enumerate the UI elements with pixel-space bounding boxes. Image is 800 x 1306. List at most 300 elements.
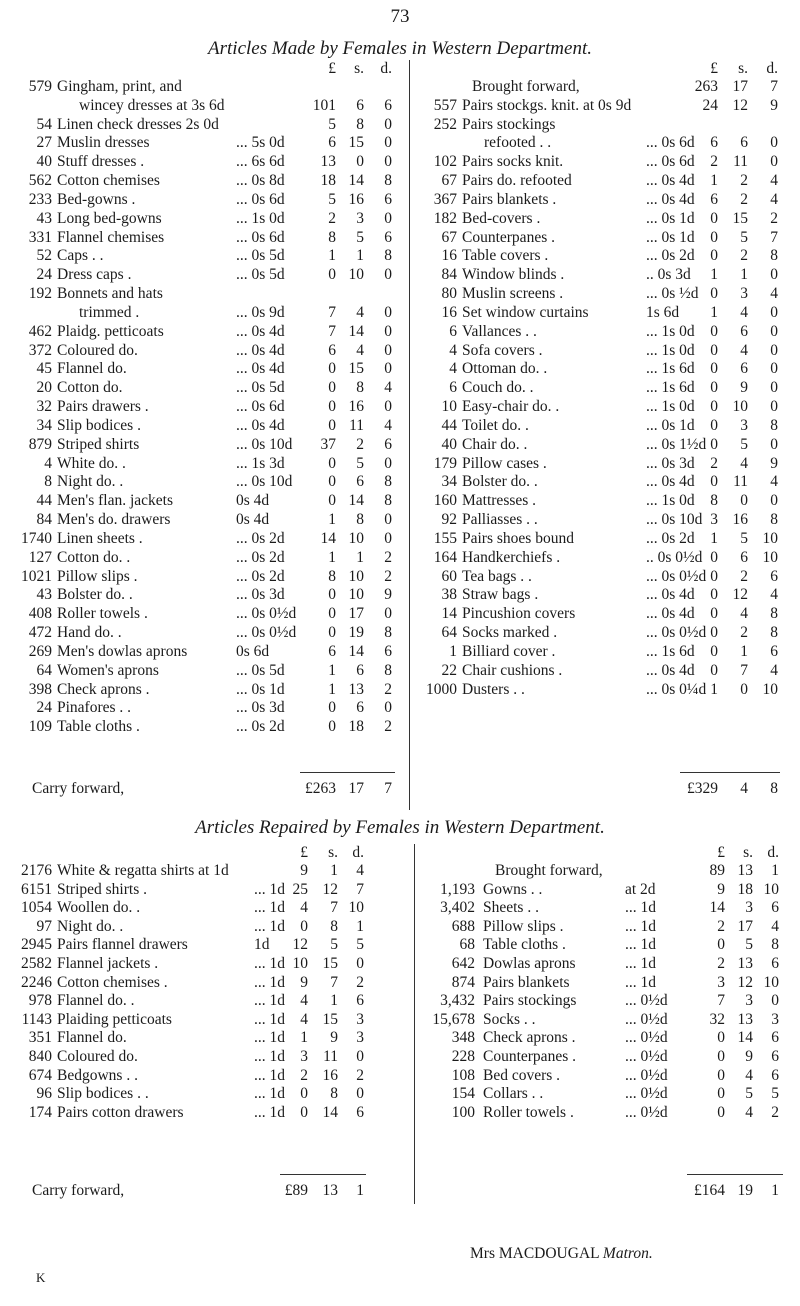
pence-cell: 8 <box>770 416 778 434</box>
pence-cell: 6 <box>770 642 778 660</box>
shillings-cell: 16 <box>348 398 364 416</box>
header-shillings: s. <box>743 844 753 861</box>
rate-cell: ... 0s 3d <box>236 699 285 717</box>
pence-cell: 0 <box>384 454 392 472</box>
pounds-cell: 0 <box>328 586 336 604</box>
rate-cell: ... 1s 0d <box>646 492 695 510</box>
quantity-cell: 174 <box>28 1103 52 1121</box>
quantity-cell: 109 <box>28 718 52 736</box>
shillings-cell: 6 <box>740 360 748 378</box>
shillings-cell: 1 <box>330 992 338 1010</box>
item-cell: Women's aprons <box>57 661 159 679</box>
pence-cell: 6 <box>771 1029 779 1047</box>
item-cell: Pairs stockings <box>483 992 577 1010</box>
header-shillings: s. <box>354 60 364 77</box>
pounds-cell: 2 <box>710 454 718 472</box>
item-cell: Window blinds . <box>462 266 565 284</box>
item-cell: Flannel do. <box>57 360 127 378</box>
table-row <box>0 899 414 918</box>
quantity-cell: 879 <box>28 435 52 453</box>
shillings-cell: 9 <box>740 379 748 397</box>
shillings-cell: 12 <box>732 96 748 114</box>
rate-cell: ... 0s 4d <box>646 586 695 604</box>
table-row <box>410 229 800 248</box>
quantity-cell: 398 <box>28 680 52 698</box>
rate-cell: ... 1s 6d <box>646 360 695 378</box>
table-row <box>0 116 410 135</box>
item-cell: Bed-covers . <box>462 209 541 227</box>
section2-left-column <box>0 844 414 1199</box>
rate-cell: ... 0s 4d <box>646 605 695 623</box>
table-row <box>410 323 800 342</box>
pounds-cell: 2 <box>717 917 725 935</box>
pounds-cell: 0 <box>328 624 336 642</box>
total-s: 13 <box>322 1182 338 1199</box>
quantity-cell: 642 <box>451 954 475 972</box>
pence-cell: 0 <box>384 605 392 623</box>
pounds-cell: 89 <box>709 862 725 879</box>
pence-cell: 3 <box>771 1010 779 1028</box>
quantity-cell: 64 <box>36 661 52 679</box>
item-cell: Toilet do. . <box>462 416 529 434</box>
rate-cell: ... 0s 4d <box>646 661 695 679</box>
quantity-cell: 160 <box>433 492 457 510</box>
pence-cell: 0 <box>771 992 779 1010</box>
pence-cell: 4 <box>770 473 778 491</box>
pence-cell: 0 <box>384 209 392 227</box>
shillings-cell: 14 <box>348 642 364 660</box>
quantity-cell: 2582 <box>21 954 52 972</box>
quantity-cell: 8 <box>44 473 52 491</box>
item-cell: Ottoman do. . <box>462 360 548 378</box>
shillings-cell: 4 <box>356 341 364 359</box>
quantity-cell: 155 <box>433 529 457 547</box>
pounds-cell: 5 <box>328 115 336 133</box>
pence-cell: 0 <box>384 360 392 378</box>
quantity-cell: 24 <box>36 699 52 717</box>
item-cell: White do. . <box>57 454 126 472</box>
pounds-cell: 0 <box>328 492 336 510</box>
sum-rule <box>280 1174 366 1175</box>
pence-cell: 6 <box>384 642 392 660</box>
table-row <box>0 1067 414 1086</box>
table-row <box>0 1085 414 1104</box>
rate-cell: ... 1s 0d <box>646 398 695 416</box>
pence-cell: 2 <box>384 680 392 698</box>
quantity-cell: 874 <box>451 973 475 991</box>
item-cell: Counterpanes . <box>483 1047 576 1065</box>
shillings-cell: 8 <box>356 379 364 397</box>
quantity-cell: 10 <box>441 398 457 416</box>
pence-cell: 2 <box>384 548 392 566</box>
shillings-cell: 4 <box>740 454 748 472</box>
column-header <box>410 60 800 78</box>
total-l: £263 <box>305 780 336 797</box>
quantity-cell: 351 <box>28 1029 52 1047</box>
item-cell: Cotton chemises . <box>57 973 168 991</box>
pence-cell: 6 <box>356 1103 364 1121</box>
pence-cell: 8 <box>771 936 779 954</box>
item-cell: Brought forward, <box>495 862 603 879</box>
total-d: 1 <box>771 1182 779 1199</box>
quantity-cell: 67 <box>441 172 457 190</box>
pounds-cell: 0 <box>710 209 718 227</box>
pence-cell: 10 <box>348 899 364 917</box>
pence-cell: 8 <box>770 605 778 623</box>
item-cell: Brought forward, <box>472 78 580 95</box>
rate-cell: ... 1s 6d <box>646 642 695 660</box>
table-row <box>410 210 800 229</box>
header-shillings: s. <box>738 60 748 77</box>
shillings-cell: 18 <box>737 880 753 898</box>
quantity-cell: 164 <box>433 548 457 566</box>
item-cell: Flannel chemises <box>57 228 165 246</box>
rate-cell: at 2d <box>625 880 656 898</box>
table-row <box>0 662 410 681</box>
table-row <box>0 530 410 549</box>
item-cell: Plaidg. petticoats <box>57 322 164 340</box>
pounds-cell: 1 <box>328 680 336 698</box>
pounds-cell: 263 <box>694 78 718 95</box>
pence-cell: 6 <box>771 899 779 917</box>
pence-cell: 4 <box>770 661 778 679</box>
item-cell: Gingham, print, and <box>57 78 182 95</box>
rate-cell: ... 0s 0½d <box>646 624 707 642</box>
rate-cell: ... 0s 0½d <box>236 624 297 642</box>
rate-cell: ... 0s 2d <box>236 529 285 547</box>
table-row <box>410 78 800 97</box>
rate-cell: ... 0s 0½d <box>646 567 707 585</box>
pence-cell: 0 <box>384 529 392 547</box>
rate-cell: ... 0s 3d <box>236 586 285 604</box>
section2-title: Articles Repaired by Females in Western Department. <box>195 817 605 838</box>
item-cell: Striped shirts <box>57 435 140 453</box>
table-row <box>0 285 410 304</box>
rate-cell: ... 0s 6d <box>236 190 285 208</box>
shillings-cell: 8 <box>356 115 364 133</box>
pounds-cell: 4 <box>300 899 308 917</box>
item-cell: Chair cushions . <box>462 661 563 679</box>
pence-cell: 8 <box>384 172 392 190</box>
pounds-cell: 12 <box>292 936 308 954</box>
pence-cell: 4 <box>384 416 392 434</box>
table-row <box>0 247 410 266</box>
pence-cell: 2 <box>771 1103 779 1121</box>
pence-cell: 0 <box>384 134 392 152</box>
shillings-cell: 2 <box>740 624 748 642</box>
header-pence: d. <box>767 844 779 861</box>
quantity-cell: 1,193 <box>440 880 475 898</box>
item-cell: Long bed-gowns <box>57 209 162 227</box>
pence-cell: 4 <box>770 190 778 208</box>
rate-cell: ... 1s 0d <box>646 341 695 359</box>
rate-cell: ... 1s 0d <box>236 209 285 227</box>
quantity-cell: 102 <box>433 153 457 171</box>
shillings-cell: 1 <box>356 548 364 566</box>
shillings-cell: 3 <box>745 899 753 917</box>
rate-cell: ... 0s 4d <box>646 172 695 190</box>
table-row <box>0 323 410 342</box>
table-row <box>0 862 414 881</box>
shillings-cell: 11 <box>349 416 364 434</box>
rate-cell: ... 0½d <box>625 1010 668 1028</box>
quantity-cell: 84 <box>441 266 457 284</box>
quantity-cell: 179 <box>433 454 457 472</box>
rate-cell: ... 0s 4d <box>646 190 695 208</box>
shillings-cell: 15 <box>348 360 364 378</box>
quantity-cell: 44 <box>441 416 457 434</box>
table-row <box>0 78 410 97</box>
table-row <box>415 899 800 918</box>
rate-cell: ... 0s 4d <box>236 341 285 359</box>
shillings-cell: 1 <box>740 642 748 660</box>
item-cell: Slip bodices . . <box>57 1085 149 1103</box>
pounds-cell: 0 <box>710 567 718 585</box>
item-cell: Night do. . <box>57 917 124 935</box>
shillings-cell: 10 <box>348 529 364 547</box>
rate-cell: ... 0½d <box>625 1085 668 1103</box>
pounds-cell: 2 <box>710 153 718 171</box>
pounds-cell: 8 <box>710 492 718 510</box>
table-row <box>415 918 800 937</box>
quantity-cell: 562 <box>28 172 52 190</box>
table-row <box>415 936 800 955</box>
table-row <box>410 360 800 379</box>
rate-cell: ... 0½d <box>625 1066 668 1084</box>
pounds-cell: 0 <box>717 1085 725 1103</box>
pence-cell: 7 <box>356 880 364 898</box>
pence-cell: 8 <box>770 624 778 642</box>
quantity-cell: 38 <box>441 586 457 604</box>
pounds-cell: 1 <box>300 1029 308 1047</box>
pence-cell: 1 <box>356 917 364 935</box>
rate-cell: ... 0s 6d <box>236 398 285 416</box>
pounds-cell: 0 <box>328 266 336 284</box>
table-row <box>0 605 410 624</box>
shillings-cell: 2 <box>740 172 748 190</box>
table-row <box>410 586 800 605</box>
pounds-cell: 6 <box>328 341 336 359</box>
pounds-cell: 0 <box>710 624 718 642</box>
pence-cell: 2 <box>356 1066 364 1084</box>
pence-cell: 0 <box>770 134 778 152</box>
item-cell: Dress caps . <box>57 266 132 284</box>
pounds-cell: 0 <box>328 454 336 472</box>
pence-cell: 0 <box>356 1047 364 1065</box>
shillings-cell: 3 <box>740 285 748 303</box>
item-cell: Gowns . . <box>483 880 543 898</box>
table-row <box>415 1067 800 1086</box>
shillings-cell: 5 <box>740 435 748 453</box>
rate-cell: ... 0s 2d <box>236 548 285 566</box>
rate-cell: ... 1s 3d <box>236 454 285 472</box>
table-row <box>415 1011 800 1030</box>
table-row <box>410 285 800 304</box>
quantity-cell: 1143 <box>21 1010 52 1028</box>
item-cell: Bolster do. . <box>57 586 133 604</box>
shillings-cell: 12 <box>737 973 753 991</box>
table-row <box>0 586 410 605</box>
section1-left-column <box>0 60 410 797</box>
shillings-cell: 6 <box>356 96 364 114</box>
rate-cell: ... 1d <box>625 954 656 972</box>
shillings-cell: 10 <box>732 398 748 416</box>
rate-cell: ... 5s 0d <box>236 134 285 152</box>
pence-cell: 0 <box>356 954 364 972</box>
item-cell: Woollen do. . <box>57 899 141 917</box>
quantity-cell: 52 <box>36 247 52 265</box>
shillings-cell: 1 <box>740 266 748 284</box>
pounds-cell: 3 <box>717 973 725 991</box>
shillings-cell: 12 <box>322 880 338 898</box>
column-header <box>415 844 800 862</box>
shillings-cell: 9 <box>745 1047 753 1065</box>
table-row <box>410 549 800 568</box>
rate-cell: ... 0s 1d <box>236 680 285 698</box>
item-cell: Coloured do. <box>57 341 138 359</box>
table-row <box>0 511 410 530</box>
pence-cell: 0 <box>770 322 778 340</box>
quantity-cell: 252 <box>433 115 457 133</box>
column-header <box>0 60 410 78</box>
rate-cell: ... 0½d <box>625 992 668 1010</box>
pence-cell: 10 <box>762 680 778 698</box>
pounds-cell: 0 <box>328 718 336 736</box>
pounds-cell: 0 <box>328 473 336 491</box>
quantity-cell: 3,432 <box>440 992 475 1010</box>
pounds-cell: 0 <box>328 699 336 717</box>
table-row <box>410 511 800 530</box>
item-cell: Billiard cover . <box>462 642 556 660</box>
pounds-cell: 1 <box>328 247 336 265</box>
pence-cell: 10 <box>762 529 778 547</box>
quantity-cell: 40 <box>36 153 52 171</box>
item-cell: Bed-gowns . <box>57 190 136 208</box>
pounds-cell: 0 <box>300 1103 308 1121</box>
shillings-cell: 1 <box>330 862 338 879</box>
pence-cell: 0 <box>384 115 392 133</box>
header-shillings: s. <box>328 844 338 861</box>
item-cell: trimmed . <box>79 303 140 321</box>
quantity-cell: 2176 <box>21 862 52 879</box>
pence-cell: 6 <box>384 190 392 208</box>
table-row <box>0 918 414 937</box>
item-cell: Muslin dresses <box>57 134 150 152</box>
table-row <box>410 662 800 681</box>
item-cell: Hand do. . <box>57 624 122 642</box>
pounds-cell: 4 <box>300 1010 308 1028</box>
quantity-cell: 6 <box>449 322 457 340</box>
quantity-cell: 45 <box>36 360 52 378</box>
table-row <box>410 417 800 436</box>
page-number: 73 <box>390 6 410 27</box>
quantity-cell: 15,678 <box>432 1010 475 1028</box>
pounds-cell: 0 <box>328 360 336 378</box>
total-l: £329 <box>687 780 718 797</box>
pence-cell: 0 <box>770 266 778 284</box>
table-row <box>0 172 410 191</box>
shillings-cell: 14 <box>737 1029 753 1047</box>
table-row <box>0 549 410 568</box>
pounds-cell: 0 <box>328 379 336 397</box>
pence-cell: 0 <box>770 153 778 171</box>
item-cell: Collars . . <box>483 1085 544 1103</box>
rate-cell: ... 0s ½d <box>646 285 699 303</box>
signature-mark: K <box>36 1270 46 1285</box>
shillings-cell: 8 <box>330 917 338 935</box>
rate-cell: 1d <box>254 936 270 954</box>
pounds-cell: 0 <box>710 416 718 434</box>
table-row <box>0 455 410 474</box>
shillings-cell: 14 <box>348 322 364 340</box>
quantity-cell: 43 <box>36 586 52 604</box>
pounds-cell: 8 <box>328 567 336 585</box>
pounds-cell: 0 <box>710 285 718 303</box>
item-cell: Bedgowns . . <box>57 1066 138 1084</box>
pounds-cell: 0 <box>710 228 718 246</box>
shillings-cell: 6 <box>740 548 748 566</box>
shillings-cell: 4 <box>745 1103 753 1121</box>
quantity-cell: 43 <box>36 209 52 227</box>
rate-cell: ... 0s 2d <box>646 529 695 547</box>
table-row <box>0 624 410 643</box>
pence-cell: 0 <box>356 1085 364 1103</box>
quantity-cell: 1021 <box>21 567 52 585</box>
table-row <box>0 417 410 436</box>
pounds-cell: 0 <box>710 548 718 566</box>
shillings-cell: 2 <box>740 190 748 208</box>
shillings-cell: 15 <box>322 1010 338 1028</box>
pence-cell: 6 <box>384 435 392 453</box>
table-row <box>0 266 410 285</box>
table-row <box>0 955 414 974</box>
item-cell: Muslin screens . <box>462 285 564 303</box>
quantity-cell: 32 <box>36 398 52 416</box>
quantity-cell: 408 <box>28 605 52 623</box>
table-row <box>415 1029 800 1048</box>
table-row <box>0 97 410 116</box>
quantity-cell: 96 <box>36 1085 52 1103</box>
item-cell: Pairs do. refooted <box>462 172 572 190</box>
pounds-cell: 1 <box>710 529 718 547</box>
table-row <box>410 398 800 417</box>
item-cell: Bolster do. . <box>462 473 538 491</box>
pence-cell: 4 <box>384 379 392 397</box>
pounds-cell: 101 <box>312 96 336 114</box>
shillings-cell: 4 <box>745 1066 753 1084</box>
shillings-cell: 17 <box>348 605 364 623</box>
quantity-cell: 348 <box>451 1029 475 1047</box>
table-row <box>0 992 414 1011</box>
rate-cell: .. 0s 3d <box>646 266 691 284</box>
pounds-cell: 32 <box>709 1010 725 1028</box>
item-cell: Stuff dresses . <box>57 153 145 171</box>
pounds-cell: 0 <box>717 936 725 954</box>
table-row <box>0 191 410 210</box>
pounds-cell: 9 <box>717 880 725 898</box>
shillings-cell: 13 <box>737 1010 753 1028</box>
table-row <box>410 681 800 700</box>
pence-cell: 0 <box>770 398 778 416</box>
item-cell: Night do. . <box>57 473 124 491</box>
shillings-cell: 2 <box>356 435 364 453</box>
sum-rule <box>680 772 780 773</box>
pence-cell: 0 <box>384 153 392 171</box>
pence-cell: 6 <box>771 1066 779 1084</box>
item-cell: Pairs flannel drawers <box>57 936 188 954</box>
quantity-cell: 372 <box>28 341 52 359</box>
item-cell: Pillow cases . <box>462 454 547 472</box>
